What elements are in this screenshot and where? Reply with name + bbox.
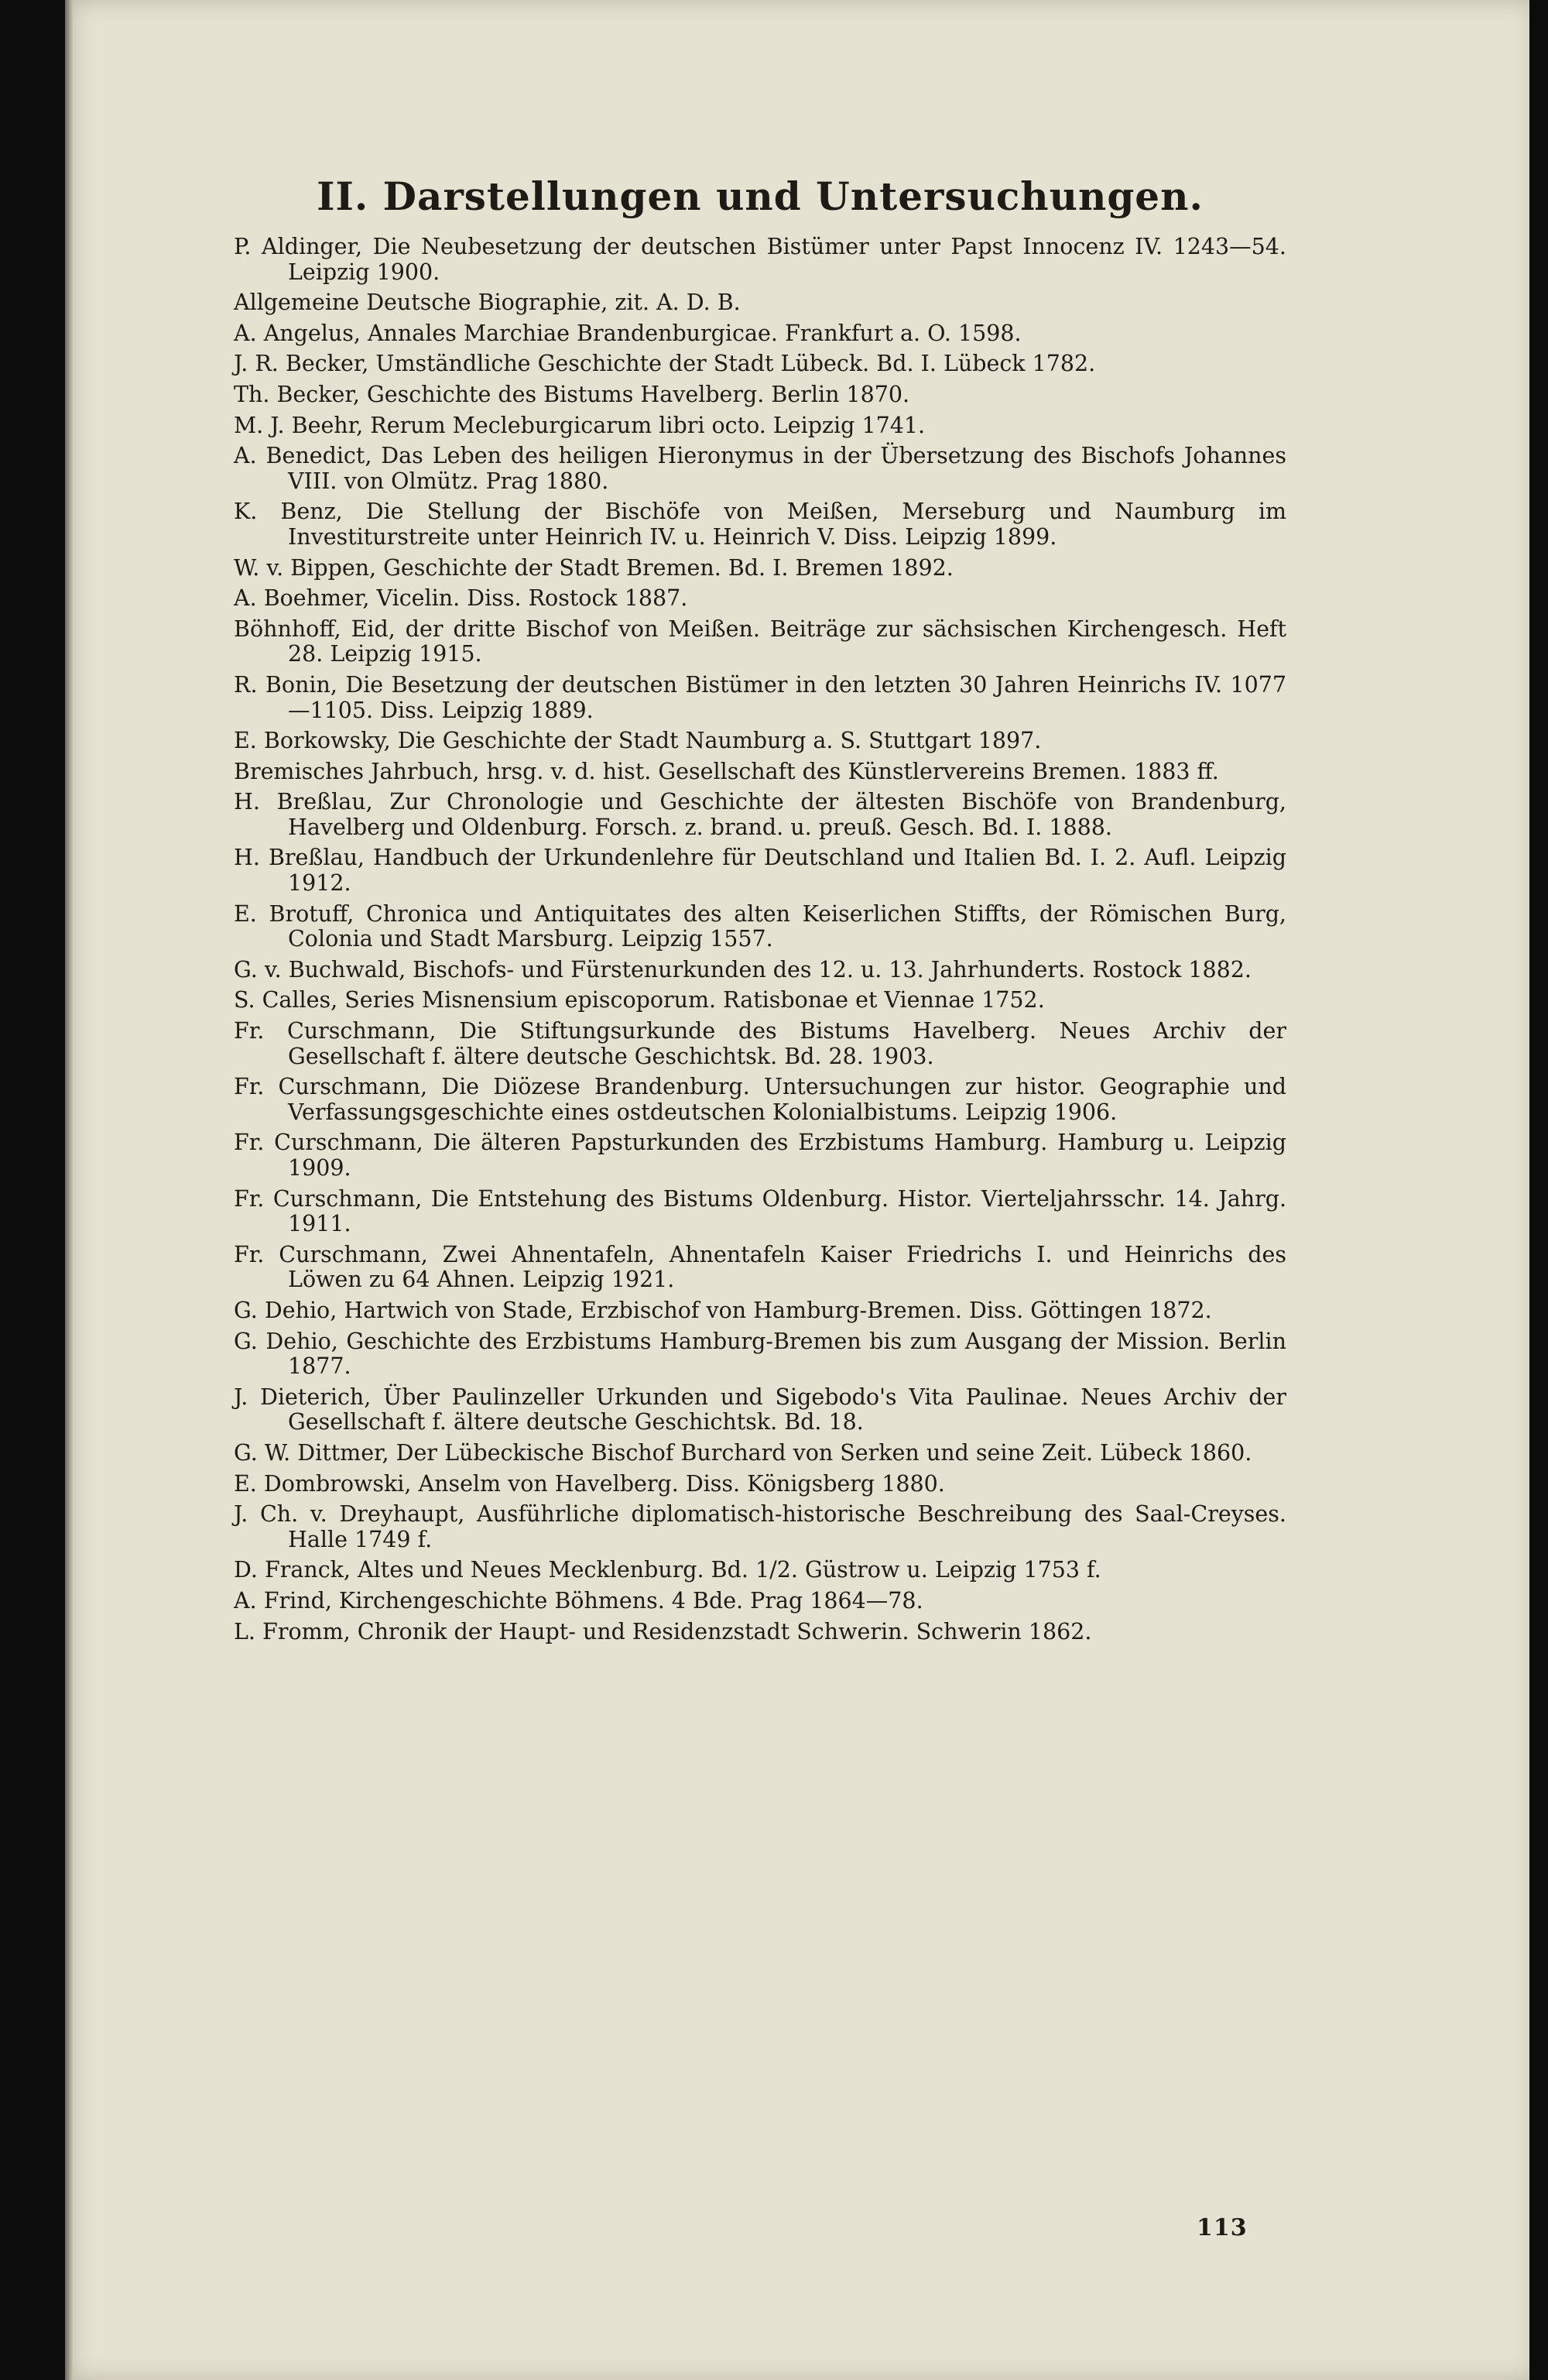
bibliography-entry: Allgemeine Deutsche Biographie, zit. A. D. B. xyxy=(234,290,741,316)
bibliography-entry: J. Dieterich, Über Paulinzeller Urkunden und Sigebodo's Vita Paulinae. Neues Archiv der Gesellschaft f. ältere deutsche Geschichtsk. Bd. 18. xyxy=(234,1384,1286,1435)
bibliography-entry: J. Ch. v. Dreyhaupt, Ausführliche diplomatisch-historische Beschreibung des Saal-Creyses. Halle 1749 f. xyxy=(234,1501,1286,1552)
bibliography-entry: A. Boehmer, Vicelin. Diss. Rostock 1887. xyxy=(234,585,688,612)
bibliography-entry: G. W. Dittmer, Der Lübeckische Bischof Burchard von Serken und seine Zeit. Lübeck 1860. xyxy=(234,1439,1252,1466)
bibliography-entry: J. R. Becker, Umständliche Geschichte der Stadt Lübeck. Bd. I. Lübeck 1782. xyxy=(234,351,1096,377)
bibliography-entry: A. Benedict, Das Leben des heiligen Hieronymus in der Übersetzung des Bischofs Johannes VIII. von Olmütz. Prag 1880. xyxy=(234,443,1286,494)
bibliography-entry: Th. Becker, Geschichte des Bistums Havelberg. Berlin 1870. xyxy=(234,381,910,407)
bibliography-entry: A. Frind, Kirchengeschichte Böhmens. 4 Bde. Prag 1864—78. xyxy=(234,1587,923,1614)
bibliography-entry: H. Breßlau, Handbuch der Urkundenlehre für Deutschland und Italien Bd. I. 2. Aufl. Leipzig 1912. xyxy=(234,845,1286,897)
bibliography-entry: Fr. Curschmann, Die älteren Papsturkunden des Erzbistums Hamburg. Hamburg u. Leipzig 1909. xyxy=(234,1130,1286,1181)
bibliography-entry: M. J. Beehr, Rerum Mecleburgicarum libri octo. Leipzig 1741. xyxy=(234,412,926,438)
page-number: 113 xyxy=(1197,2214,1248,2241)
bibliography-entry: H. Breßlau, Zur Chronologie und Geschichte der ältesten Bischöfe von Brandenburg, Havelberg und Oldenburg. Forsch. z. brand. u. preuß. Gesch. Bd. I. 1888. xyxy=(234,789,1286,840)
bibliography-entry: Fr. Curschmann, Die Stiftungsurkunde des Bistums Havelberg. Neues Archiv der Gesellschaft f. ältere deutsche Geschichtsk. Bd. 28. 1903. xyxy=(234,1018,1286,1069)
bibliography-entry: A. Angelus, Annales Marchiae Brandenburgicae. Frankfurt a. O. 1598. xyxy=(234,320,1022,346)
bibliography-entry: W. v. Bippen, Geschichte der Stadt Bremen. Bd. I. Bremen 1892. xyxy=(234,554,954,581)
bibliography-entry: Fr. Curschmann, Zwei Ahnentafeln, Ahnentafeln Kaiser Friedrichs I. und Heinrichs des Löwen zu 64 Ahnen. Leipzig 1921. xyxy=(234,1241,1286,1293)
page-content xyxy=(234,155,1286,1650)
bibliography-entry: G. Dehio, Hartwich von Stade, Erzbischof von Hamburg-Bremen. Diss. Göttingen 1872. xyxy=(234,1297,1212,1323)
bibliography-entry: Fr. Curschmann, Die Diözese Brandenburg. Untersuchungen zur histor. Geographie und Verfassungsgeschichte eines ostdeutschen Kolonialbistums. Leipzig 1906. xyxy=(234,1074,1286,1125)
bibliography-list xyxy=(234,235,1286,1644)
bibliography-entry: Bremisches Jahrbuch, hrsg. v. d. hist. Gesellschaft des Künstlervereins Bremen. 1883 ff. xyxy=(234,758,1219,784)
bibliography-entry: R. Bonin, Die Besetzung der deutschen Bistümer in den letzten 30 Jahren Heinrichs IV. 1077—1105. Diss. Leipzig 1889. xyxy=(234,671,1286,723)
bibliography-entry: E. Brotuff, Chronica und Antiquitates des alten Keiserlichen Stiffts, der Römischen Burg, Colonia und Stadt Marsburg. Leipzig 1557. xyxy=(234,900,1286,952)
bibliography-entry: Fr. Curschmann, Die Entstehung des Bistums Oldenburg. Histor. Vierteljahrsschr. 14. Jahrg. 1911. xyxy=(234,1185,1286,1237)
bibliography-entry: E. Dombrowski, Anselm von Havelberg. Diss. Königsberg 1880. xyxy=(234,1470,945,1497)
bibliography-entry: K. Benz, Die Stellung der Bischöfe von Meißen, Merseburg und Naumburg im Investiturstreite unter Heinrich IV. u. Heinrich V. Diss. Leipzig 1899. xyxy=(234,499,1286,550)
bibliography-entry: S. Calles, Series Misnensium episcoporum. Ratisbonae et Viennae 1752. xyxy=(234,987,1045,1013)
section-heading: II. Darstellungen und Untersuchungen. xyxy=(317,173,1204,219)
bibliography-entry: D. Franck, Altes und Neues Mecklenburg. Bd. 1/2. Güstrow u. Leipzig 1753 f. xyxy=(234,1557,1101,1583)
bibliography-entry: L. Fromm, Chronik der Haupt- und Residenzstadt Schwerin. Schwerin 1862. xyxy=(234,1618,1092,1644)
page-gutter xyxy=(65,0,73,2380)
bibliography-entry: G. Dehio, Geschichte des Erzbistums Hamburg-Bremen bis zum Ausgang der Mission. Berlin 1877. xyxy=(234,1328,1286,1380)
bibliography-entry: E. Borkowsky, Die Geschichte der Stadt Naumburg a. S. Stuttgart 1897. xyxy=(234,728,1042,754)
bibliography-entry: Böhnhoff, Eid, der dritte Bischof von Meißen. Beiträge zur sächsischen Kirchengesch. Heft 28. Leipzig 1915. xyxy=(234,616,1286,667)
bibliography-entry: G. v. Buchwald, Bischofs- und Fürstenurkunden des 12. u. 13. Jahrhunderts. Rostock 1882. xyxy=(234,956,1252,983)
bibliography-entry: P. Aldinger, Die Neubesetzung der deutschen Bistümer unter Papst Innocenz IV. 1243—54. Leipzig 1900. xyxy=(234,234,1286,285)
